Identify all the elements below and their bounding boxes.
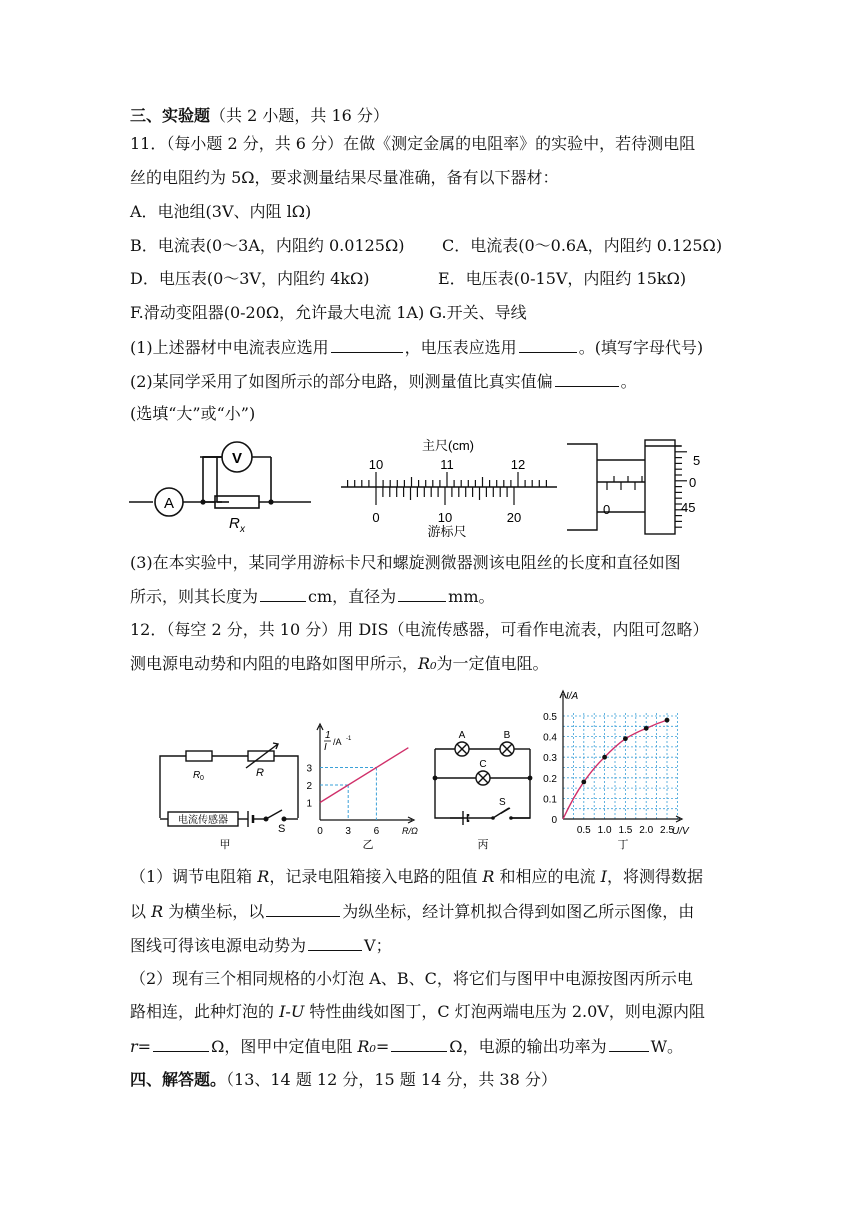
q11-figures <box>125 432 745 542</box>
ding-ytick: 0.3 <box>543 753 557 765</box>
yi-xtick: 6 <box>373 826 380 837</box>
caption-ding: 丁 <box>617 839 629 851</box>
ding-xtick: 1.5 <box>618 825 633 836</box>
lamp-a-label: A <box>458 730 466 741</box>
yi-xtick: 3 <box>345 826 351 837</box>
q11-option-fg: F.滑动变阻器(0-20Ω，允许最大电流 1A) G.开关、导线 <box>130 303 527 322</box>
lamp-c-label: C <box>479 759 487 770</box>
data-point <box>602 755 607 760</box>
text: V； <box>364 936 392 955</box>
ding-ytick: 0.1 <box>543 794 557 806</box>
micrometer <box>567 440 681 534</box>
data-point <box>623 736 628 741</box>
text: 路相连，此种灯泡的 <box>130 1002 280 1021</box>
text: W。 <box>650 1037 684 1056</box>
caption-jia: 甲 <box>219 839 231 851</box>
caption-yi: 乙 <box>362 839 374 851</box>
q12-intro-2 <box>130 653 549 675</box>
text: 图线可得该电源电动势为 <box>130 936 307 955</box>
yi-ylabel-sup: -1 <box>346 736 352 742</box>
q11-part-3-line-2 <box>130 585 495 608</box>
q12-part-1-line-2 <box>130 900 694 923</box>
text: 特性曲线如图丁，C 灯泡两端电压为 2.0V，则电源内阻 <box>304 1002 705 1021</box>
q11-p1-text-c: 。(填写字母代号) <box>578 338 704 357</box>
section-4-title <box>130 1069 557 1091</box>
text: 和相应的电流 <box>494 867 601 886</box>
rx-label: R <box>229 515 240 532</box>
answer-blank[interactable] <box>391 1035 447 1052</box>
caliper-vernier-label: 游标尺 <box>427 524 467 539</box>
section-heading: 四、解答题。 <box>130 1070 227 1089</box>
ding-xtick: 2.5 <box>660 825 674 836</box>
text: 以 <box>130 902 152 921</box>
q11-p1-text-a: (1)上述器材中电流表应选用 <box>130 338 329 357</box>
answer-blank[interactable] <box>153 1035 209 1052</box>
data-point <box>665 718 670 723</box>
text: = <box>375 1037 390 1056</box>
sensor-label: 电流传感器 <box>178 815 228 826</box>
q11-option-a: A．电池组(3V、内阻 lΩ) <box>130 202 312 221</box>
var: I-U <box>279 1002 305 1021</box>
resistor-r0-icon <box>186 751 212 761</box>
q11-option-b: B．电流表(0～3A，内阻约 0.0125Ω) <box>130 236 405 255</box>
q12-intro-text-b: 为一定值电阻。 <box>436 654 549 673</box>
switch-label: S <box>278 823 286 835</box>
q11-part-1 <box>130 336 703 359</box>
q11-p3-text-b: 所示，则其长度为 <box>130 587 259 606</box>
text: （1）调节电阻箱 <box>130 867 258 886</box>
q11-option-e: E．电压表(0-15V，内阻约 15kΩ) <box>438 269 687 288</box>
text: Ω，电源的输出功率为 <box>449 1037 607 1056</box>
vernier-caliper <box>341 438 557 539</box>
ding-xlabel: U/V <box>672 826 689 837</box>
answer-blank[interactable] <box>555 370 619 387</box>
text: ，记录电阻箱接入电路的阻值 <box>269 867 483 886</box>
answer-blank[interactable] <box>398 585 446 602</box>
answer-blank[interactable] <box>519 336 577 353</box>
q11-p2-text-b: 。 <box>620 372 637 391</box>
rx-sub: x <box>240 524 245 535</box>
var: R <box>151 902 164 921</box>
yi-xtick: 0 <box>317 826 323 837</box>
yi-ytick: 3 <box>306 763 312 775</box>
ding-xtick: 2.0 <box>639 825 654 836</box>
q12-part-2-line-1: （2）现有三个相同规格的小灯泡 A、B、C，将它们与图甲中电源按图丙所示电 <box>130 969 693 988</box>
circuit-bing <box>435 742 530 825</box>
section-note: （13、14 题 12 分，15 题 14 分，共 38 分） <box>226 1070 557 1089</box>
text: 为横坐标，以 <box>163 902 265 921</box>
yi-fit-line <box>320 748 408 803</box>
data-point <box>644 726 649 731</box>
junction-dot <box>200 499 205 504</box>
q12-part-1-line-1 <box>130 866 703 888</box>
text: Ω，图甲中定值电阻 <box>211 1037 358 1056</box>
ding-ytick: 0.4 <box>543 732 557 744</box>
text: ，将测得数据 <box>606 867 703 886</box>
var: R <box>257 867 270 886</box>
text: = <box>137 1037 152 1056</box>
q11-p1-text-b: ，电压表应选用 <box>404 338 517 357</box>
section-3-title <box>130 105 389 127</box>
answer-blank[interactable] <box>266 900 340 917</box>
yi-ytick: 2 <box>306 781 312 792</box>
answer-blank[interactable] <box>609 1035 649 1052</box>
q11-intro-1: 11．（每小题 2 分，共 6 分）在做《测定金属的电阻率》的实验中，若待测电阻 <box>130 134 696 153</box>
q11-part-2 <box>130 370 637 393</box>
ding-ytick: 0 <box>551 815 557 826</box>
section-note: （共 2 小题，共 16 分） <box>210 106 389 125</box>
lamp-b-label: B <box>503 730 511 741</box>
data-point <box>581 780 586 785</box>
q11-option-d: D．电压表(0～3V，内阻约 4kΩ) <box>130 269 370 288</box>
yi-ylabel-den: I <box>324 742 327 753</box>
caliper-main-tick: 12 <box>510 457 526 472</box>
graph-yi <box>306 724 418 851</box>
q11-p2-text-a: (2)某同学采用了如图所示的部分电路，则测量值比真实值偏 <box>130 372 553 391</box>
var: R₀ <box>357 1037 376 1056</box>
r0-label: R <box>193 770 201 781</box>
q12-intro-var: R₀ <box>418 654 437 673</box>
var: I <box>600 867 607 886</box>
q12-intro-1: 12．（每空 2 分，共 10 分）用 DIS（电流传感器，可看作电流表，内阻可忽略） <box>130 620 709 639</box>
ding-ytick: 0.2 <box>543 773 557 785</box>
text: 为纵坐标，经计算机拟合得到如图乙所示图像，由 <box>342 902 695 921</box>
caliper-vernier-tick: 20 <box>506 510 522 525</box>
ding-xtick: 1.0 <box>597 825 612 836</box>
section-heading: 三、实验题 <box>130 106 211 125</box>
q12-part-2-line-2 <box>130 1001 705 1023</box>
micrometer-tick: 45 <box>681 500 696 515</box>
q12-part-1-line-3 <box>130 934 392 957</box>
r0-sub: 0 <box>200 775 204 782</box>
caliper-vernier-tick: 10 <box>437 510 453 525</box>
ding-xtick: 0.5 <box>576 825 591 836</box>
caliper-title: 主尺(cm) <box>422 438 474 453</box>
r-label: R <box>256 767 264 779</box>
micrometer-tick: 5 <box>693 453 701 468</box>
ammeter-label: A <box>163 495 175 512</box>
yi-ytick: 1 <box>306 798 312 810</box>
ding-ytick: 0.5 <box>543 712 557 723</box>
junction-dot <box>268 499 273 504</box>
var: r <box>130 1037 138 1056</box>
q11-p3-text-c: cm，直径为 <box>308 587 397 606</box>
q11-option-c: C．电流表(0～0.6A，内阻约 0.125Ω) <box>442 236 723 255</box>
q11-part-3-line-1: (3)在本实验中，某同学用游标卡尺和螺旋测微器测该电阻丝的长度和直径如图 <box>130 553 681 572</box>
graph-ding <box>543 691 690 851</box>
caliper-main-tick: 11 <box>440 457 454 472</box>
q12-intro-text: 测电源电动势和内阻的电路如图甲所示， <box>130 654 419 673</box>
bing-switch-label: S <box>499 797 506 808</box>
yi-ylabel: /A <box>333 737 342 747</box>
q11-intro-2: 丝的电阻约为 5Ω，要求测量结果尽量准确，备有以下器材： <box>130 168 559 187</box>
ding-ylabel: I/A <box>566 691 579 702</box>
resistance-circuit <box>129 442 311 516</box>
caliper-main-tick: 10 <box>368 457 384 472</box>
yi-ylabel-num: 1 <box>325 730 331 741</box>
micrometer-zero: 0 <box>603 502 611 517</box>
q12-part-2-line-3 <box>130 1035 683 1058</box>
var: R <box>482 867 495 886</box>
micrometer-tick: 0 <box>689 475 697 490</box>
voltmeter-label: V <box>231 450 243 467</box>
caliper-vernier-tick: 0 <box>372 510 380 525</box>
yi-xlabel: R/Ω <box>402 826 418 836</box>
q12-figures <box>150 688 710 860</box>
q11-part-2-hint: (选填“大”或“小”) <box>130 404 256 423</box>
answer-blank[interactable] <box>260 585 306 602</box>
q11-p3-text-d: mm。 <box>448 587 495 606</box>
answer-blank[interactable] <box>308 934 362 951</box>
answer-blank[interactable] <box>331 336 403 353</box>
caption-bing: 丙 <box>477 839 489 851</box>
